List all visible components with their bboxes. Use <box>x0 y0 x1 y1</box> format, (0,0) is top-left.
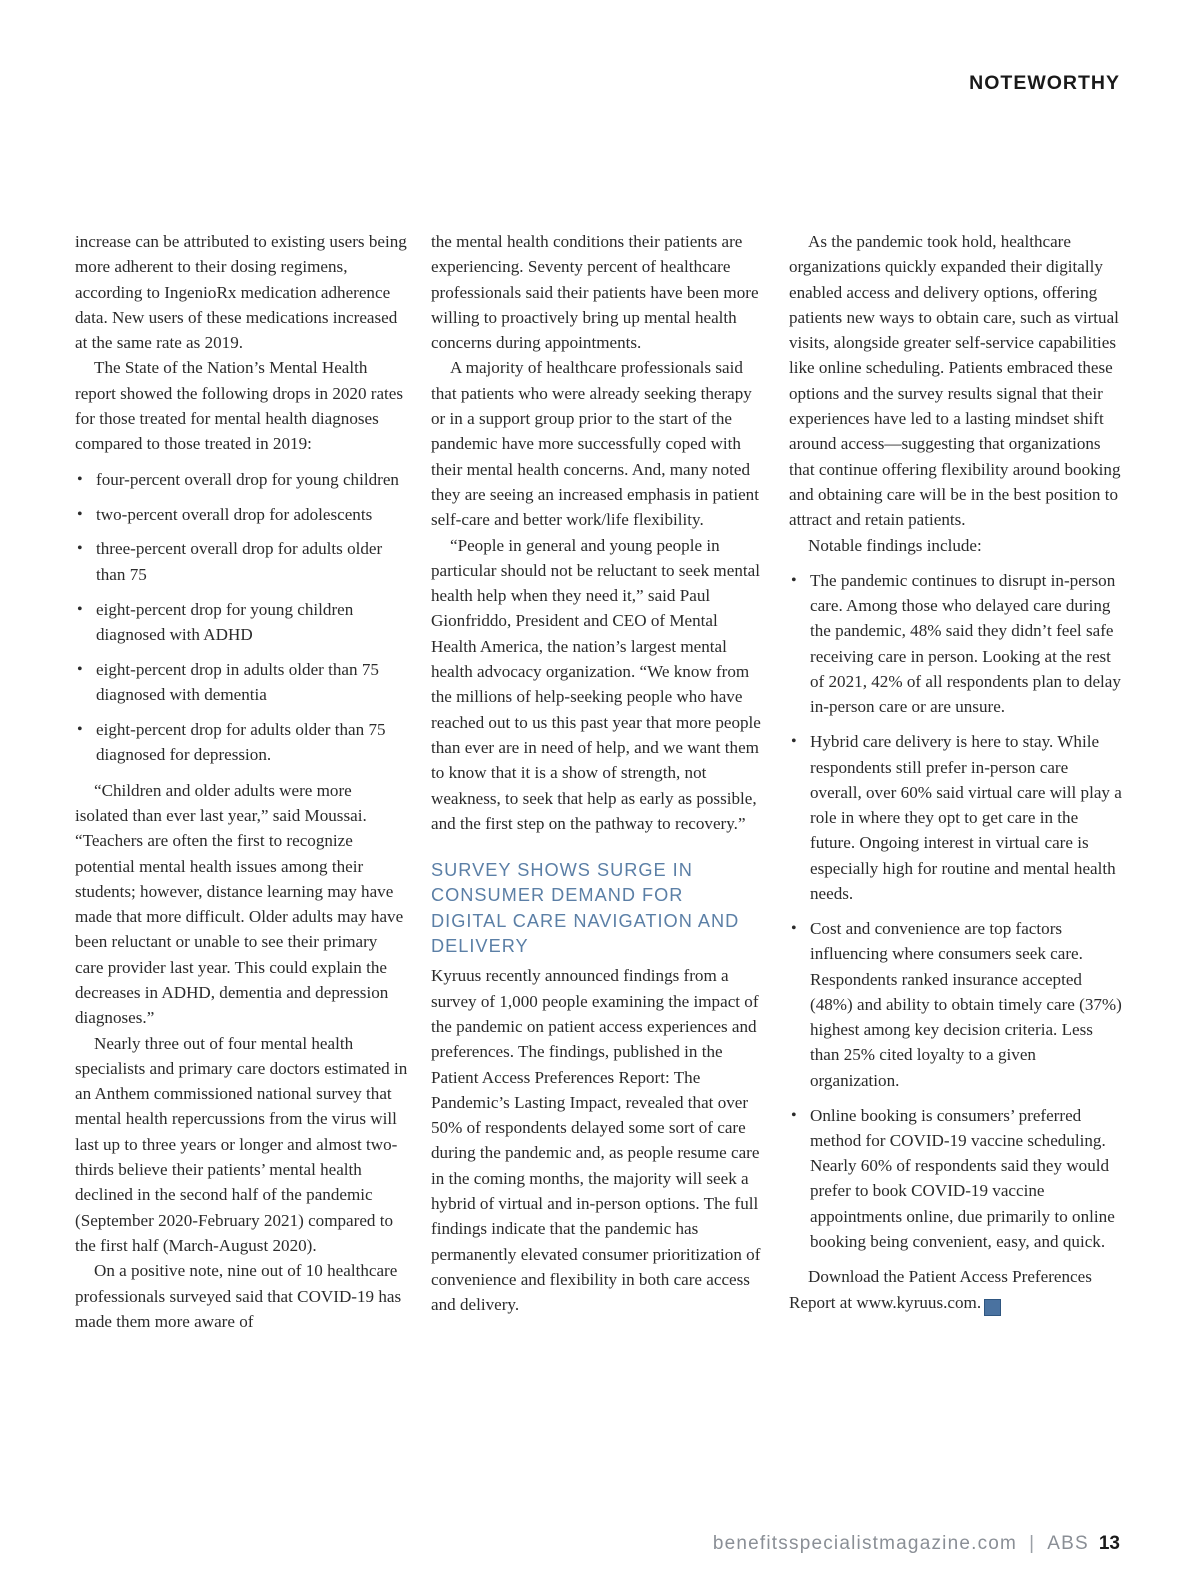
download-text: Download the Patient Access Preferences Report at www.kyruus.com. <box>789 1267 1092 1312</box>
paragraph: the mental health conditions their patients are experiencing. Seventy percent of healthcare professionals said their patients have been more willing to proactively bring up mental health concerns during appointments. <box>431 232 759 353</box>
bullet-list <box>75 467 409 768</box>
footer-divider: | <box>1029 1533 1036 1554</box>
list-item: • two-percent overall drop for adolescents <box>75 502 409 527</box>
paragraph: Nearly three out of four mental health specialists and primary care doctors estimated in an Anthem commissioned national survey that mental health repercussions from the virus will last up to three years or longer and almost two-thirds believe their patients’ mental health declined in the second half of the pandemic (September 2020-February 2021) compared to the first half (March-August 2020). <box>75 1033 408 1255</box>
section-label: NOTEWORTHY <box>969 72 1120 94</box>
list-item: • three-percent overall drop for adults older than 75 <box>75 536 409 587</box>
page-number: 13 <box>1098 1533 1120 1554</box>
list-item: • eight-percent drop for young children diagnosed with ADHD <box>75 597 409 648</box>
list-item: • Cost and convenience are top factors influencing where consumers seek care. Respondents ranked insurance accepted (48%) and ability to obtain timely care (37%) highest among key decision criteria. Less than 25% cited loyalty to a given organization. <box>789 916 1123 1093</box>
paragraph: On a positive note, nine out of 10 healthcare professionals surveyed said that COVID-19 has made them more aware of <box>75 1261 402 1331</box>
paragraph: Kyruus recently announced findings from a survey of 1,000 people examining the impact of the pandemic on patient access experiences and preferences. The findings, published in the Patient Access Preferences Report: The Pandemic’s Lasting Impact, revealed that over 50% of respondents delayed some sort of care during the pandemic and, as people resume care in the coming months, the majority will seek a hybrid of virtual and in-person options. The full findings indicate that the pandemic has permanently elevated consumer prioritization of convenience and flexibility in both care access and delivery. <box>431 966 761 1315</box>
column-2 <box>431 229 765 1317</box>
list-item: • Hybrid care delivery is here to stay. While respondents still prefer in-person care overall, over 60% said virtual care will play a role in where they opt to get care in the future. Ongoing interest in virtual care is especially high for routine and mental health needs. <box>789 729 1123 906</box>
paragraph: “Children and older adults were more isolated than ever last year,” said Moussai. “Teachers are often the first to recognize potential mental health issues among their students; however, distance learning may have made that more difficult. Older adults may have been reluctant or unable to see their primary care provider last year. This could explain the decreases in ADHD, dementia and depression diagnoses.” <box>75 780 404 1028</box>
paragraph: A majority of healthcare professionals said that patients who were already seeking therapy or in a support group prior to the start of the pandemic have more successfully coped with their mental health concerns. And, many noted they are seeing an increased emphasis in patient self-care and better work/life flexibility. <box>431 358 759 530</box>
paragraph: increase can be attributed to existing users being more adherent to their dosing regimens, according to IngenioRx medication adherence data. New users of these medications increased at the same rate as 2019. <box>75 232 407 353</box>
column-3 <box>789 229 1123 1316</box>
list-item: • four-percent overall drop for young children <box>75 467 409 492</box>
list-item: • The pandemic continues to disrupt in-person care. Among those who delayed care during the pandemic, 48% said they didn’t feel safe receiving care in person. Looking at the rest of 2021, 42% of all respondents plan to delay in-person care or are unsure. <box>789 568 1123 720</box>
abs-end-mark-icon: ABS <box>984 1299 1001 1316</box>
section-heading: SURVEY SHOWS SURGE IN CONSUMER DEMAND FOR DIGITAL CARE NAVIGATION AND DELIVERY <box>431 860 740 957</box>
list-item: • Online booking is consumers’ preferred method for COVID-19 vaccine scheduling. Nearly 60% of respondents said they would prefer to book COVID-19 vaccine appointments online, due primarily to online booking being convenient, easy, and quick. <box>789 1103 1123 1255</box>
list-item: • eight-percent drop for adults older than 75 diagnosed for depression. <box>75 717 409 768</box>
paragraph: Notable findings include: <box>808 535 982 555</box>
column-1 <box>75 229 409 1334</box>
paragraph: “People in general and young people in particular should not be reluctant to seek mental health help when they need it,” said Paul Gionfriddo, President and CEO of Mental Health America, the nation’s largest mental health advocacy organization. “We know from the millions of help-seeking people who have reached out to us this past year that more people than ever are in need of help, and we want them to know that it is a show of strength, not weakness, to seek that help as early as possible, and the first step on the pathway to recovery.” <box>431 535 761 833</box>
page-footer <box>713 1533 1120 1555</box>
footer-magazine: ABS <box>1047 1533 1089 1554</box>
bullet-list <box>789 568 1123 1255</box>
footer-site: benefitsspecialistmagazine.com <box>712 1533 1018 1554</box>
closing-paragraph <box>789 1264 1123 1315</box>
paragraph: The State of the Nation’s Mental Health report showed the following drops in 2020 rates for those treated for mental health diagnoses compared to those treated in 2019: <box>75 358 404 454</box>
paragraph: As the pandemic took hold, healthcare organizations quickly expanded their digitally enabled access and delivery options, offering patients new ways to obtain care, such as virtual visits, alongside greater self-service capabilities like online scheduling. Patients embraced these options and the survey results signal that their experiences have led to a lasting mindset shift around access—suggesting that organizations that continue offering flexibility around booking and obtaining care will be in the best position to attract and retain patients. <box>789 232 1121 530</box>
list-item: • eight-percent drop in adults older than 75 diagnosed with dementia <box>75 657 409 708</box>
